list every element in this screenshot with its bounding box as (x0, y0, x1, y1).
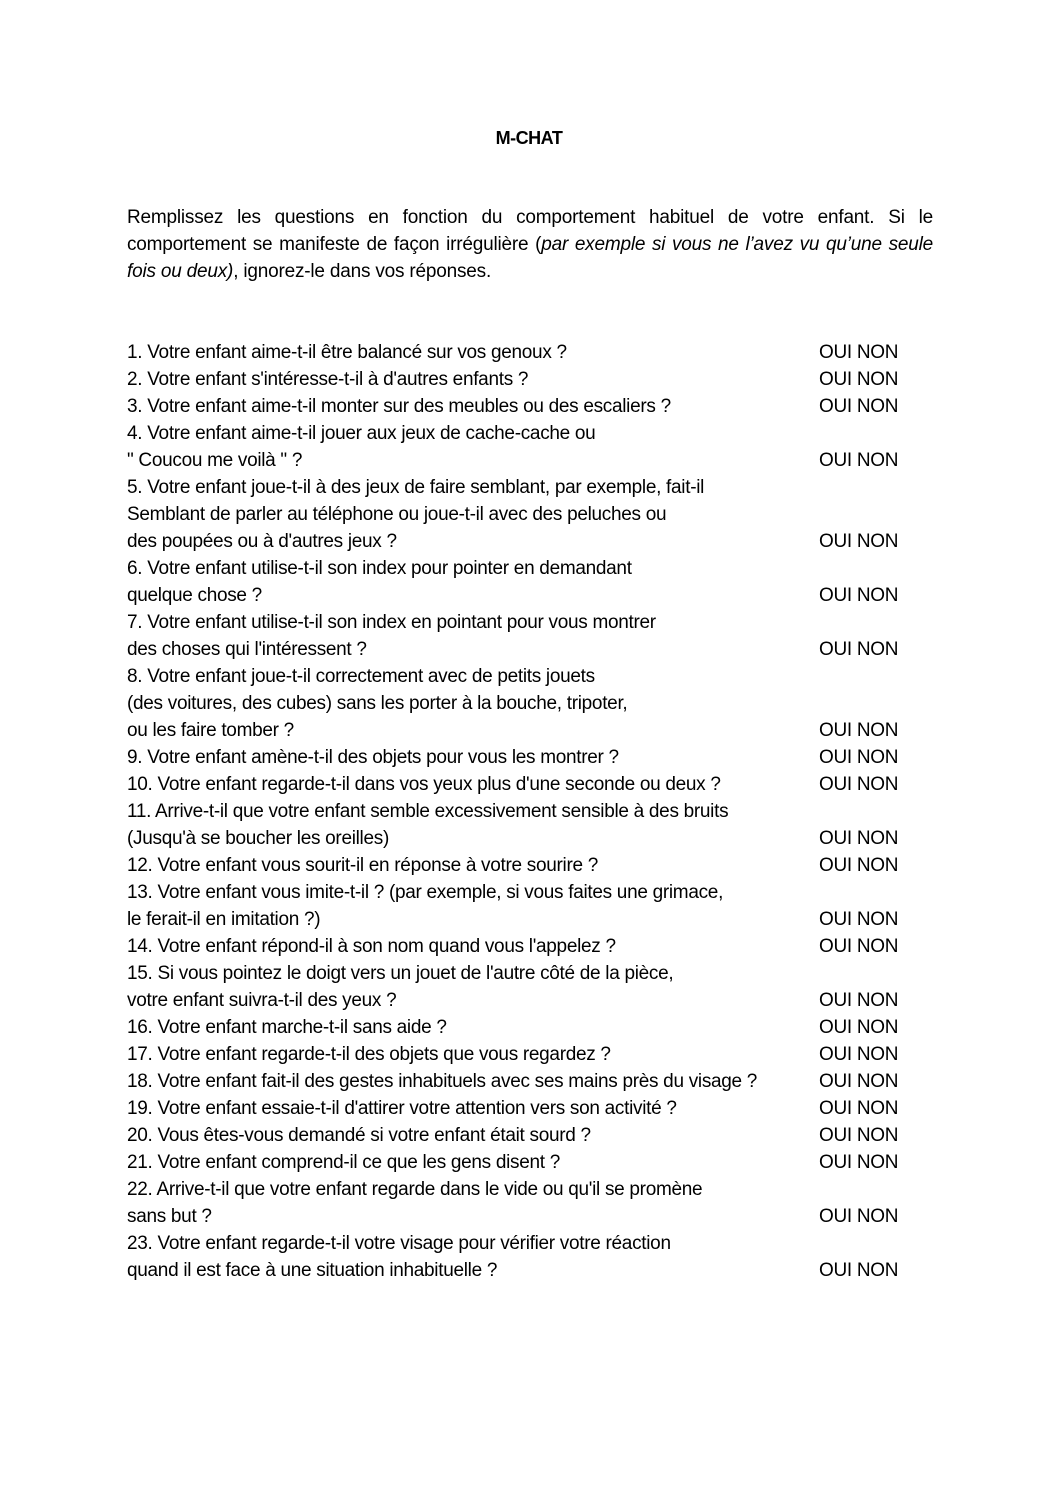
question-line (127, 1203, 917, 1230)
question-text: 8. Votre enfant joue-t-il correctement avec de petits jouets (127, 666, 595, 687)
question-text: sans but ? (127, 1206, 212, 1227)
answer-options[interactable]: OUI NON (819, 1125, 899, 1146)
question-text: des poupées ou à d'autres jeux ? (127, 531, 397, 552)
answer-options[interactable]: OUI NON (819, 396, 899, 417)
question-text: 15. Si vous pointez le doigt vers un jouet de l'autre côté de la pièce, (127, 963, 674, 984)
intro-paragraph (127, 204, 933, 285)
question-text: 17. Votre enfant regarde-t-il des objets que vous regardez ? (127, 1044, 611, 1065)
question-line (127, 636, 917, 663)
answer-options[interactable]: OUI NON (819, 909, 899, 930)
question-text: 22. Arrive-t-il que votre enfant regarde dans le vide ou qu'il se promène (127, 1179, 703, 1200)
question-text: 19. Votre enfant essaie-t-il d'attirer votre attention vers son activité ? (127, 1098, 677, 1119)
question-line (127, 366, 917, 393)
question-line (127, 744, 917, 771)
question-line (127, 825, 917, 852)
question-line (127, 798, 917, 825)
answer-options[interactable]: OUI NON (819, 1098, 899, 1119)
question-text: 11. Arrive-t-il que votre enfant semble excessivement sensible à des bruits (127, 801, 729, 822)
question-line (127, 987, 917, 1014)
question-line (127, 663, 917, 690)
question-text: 7. Votre enfant utilise-t-il son index en pointant pour vous montrer (127, 612, 656, 633)
question-text: 4. Votre enfant aime-t-il jouer aux jeux de cache-cache ou (127, 423, 596, 444)
question-line (127, 609, 917, 636)
question-text: le ferait-il en imitation ?) (127, 909, 321, 930)
question-line (127, 528, 917, 555)
answer-options[interactable]: OUI NON (819, 936, 899, 957)
answer-options[interactable]: OUI NON (819, 531, 899, 552)
answer-options[interactable]: OUI NON (819, 747, 899, 768)
question-text: 14. Votre enfant répond-il à son nom quand vous l'appelez ? (127, 936, 616, 957)
question-line (127, 1041, 917, 1068)
question-text: (Jusqu'à se boucher les oreilles) (127, 828, 389, 849)
answer-options[interactable]: OUI NON (819, 369, 899, 390)
question-text: quelque chose ? (127, 585, 262, 606)
answer-options[interactable]: OUI NON (819, 720, 899, 741)
answer-options[interactable]: OUI NON (819, 1260, 899, 1281)
question-text: ou les faire tomber ? (127, 720, 294, 741)
question-text: 13. Votre enfant vous imite-t-il ? (par exemple, si vous faites une grimace, (127, 882, 724, 903)
question-line (127, 393, 917, 420)
question-text: 16. Votre enfant marche-t-il sans aide ? (127, 1017, 447, 1038)
answer-options[interactable]: OUI NON (819, 639, 899, 660)
question-line (127, 852, 917, 879)
question-text: 3. Votre enfant aime-t-il monter sur des meubles ou des escaliers ? (127, 396, 671, 417)
question-line (127, 582, 917, 609)
question-line (127, 1122, 917, 1149)
answer-options[interactable]: OUI NON (819, 1206, 899, 1227)
question-line (127, 933, 917, 960)
question-text: 2. Votre enfant s'intéresse-t-il à d'autres enfants ? (127, 369, 529, 390)
question-line (127, 960, 917, 987)
answer-options[interactable]: OUI NON (819, 1017, 899, 1038)
question-line (127, 1149, 917, 1176)
question-line (127, 1014, 917, 1041)
answer-options[interactable]: OUI NON (819, 1071, 899, 1092)
answer-options[interactable]: OUI NON (819, 990, 899, 1011)
question-text: " Coucou me voilà " ? (127, 450, 303, 471)
question-text: 21. Votre enfant comprend-il ce que les gens disent ? (127, 1152, 560, 1173)
question-text: 23. Votre enfant regarde-t-il votre visage pour vérifier votre réaction (127, 1233, 671, 1254)
question-line (127, 474, 917, 501)
question-text: (des voitures, des cubes) sans les porter à la bouche, tripoter, (127, 693, 628, 714)
question-text: 20. Vous êtes-vous demandé si votre enfant était sourd ? (127, 1125, 591, 1146)
question-line (127, 717, 917, 744)
question-line (127, 1257, 917, 1284)
answer-options[interactable]: OUI NON (819, 855, 899, 876)
question-line (127, 690, 917, 717)
answer-options[interactable]: OUI NON (819, 450, 899, 471)
document-title: M-CHAT (495, 128, 563, 148)
intro-text-italic: par exemple si vous ne l’avez vu qu’une seule fois ou deux) (127, 234, 933, 282)
question-text: 18. Votre enfant fait-il des gestes inhabituels avec ses mains près du visage ? (127, 1071, 758, 1092)
question-line (127, 906, 917, 933)
question-text: Semblant de parler au téléphone ou joue-t-il avec des peluches ou (127, 504, 667, 525)
question-text: des choses qui l'intéressent ? (127, 639, 367, 660)
question-text: 10. Votre enfant regarde-t-il dans vos yeux plus d'une seconde ou deux ? (127, 774, 721, 795)
question-line (127, 447, 917, 474)
answer-options[interactable]: OUI NON (819, 774, 899, 795)
question-line (127, 879, 917, 906)
question-text: 5. Votre enfant joue-t-il à des jeux de faire semblant, par exemple, fait-il (127, 477, 705, 498)
question-line (127, 1068, 917, 1095)
question-line (127, 339, 917, 366)
answer-options[interactable]: OUI NON (819, 1044, 899, 1065)
answer-options[interactable]: OUI NON (819, 585, 899, 606)
question-text: 6. Votre enfant utilise-t-il son index pour pointer en demandant (127, 558, 632, 579)
question-line (127, 1230, 917, 1257)
question-line (127, 501, 917, 528)
question-text: 1. Votre enfant aime-t-il être balancé sur vos genoux ? (127, 342, 567, 363)
question-line (127, 420, 917, 447)
answer-options[interactable]: OUI NON (819, 1152, 899, 1173)
question-text: quand il est face à une situation inhabituelle ? (127, 1260, 498, 1281)
question-text: votre enfant suivra-t-il des yeux ? (127, 990, 397, 1011)
question-line (127, 1176, 917, 1203)
answer-options[interactable]: OUI NON (819, 828, 899, 849)
intro-text-end: , ignorez-le dans vos réponses. (233, 261, 492, 282)
question-line (127, 555, 917, 582)
question-text: 12. Votre enfant vous sourit-il en réponse à votre sourire ? (127, 855, 599, 876)
question-line (127, 771, 917, 798)
answer-options[interactable]: OUI NON (819, 342, 899, 363)
intro-text-start: Remplissez les questions en fonction du comportement habituel de votre enfant. Si le comportement se manifeste de façon irrégulière ( (127, 207, 933, 255)
question-text: 9. Votre enfant amène-t-il des objets pour vous les montrer ? (127, 747, 619, 768)
question-line (127, 1095, 917, 1122)
question-list (127, 339, 917, 1284)
